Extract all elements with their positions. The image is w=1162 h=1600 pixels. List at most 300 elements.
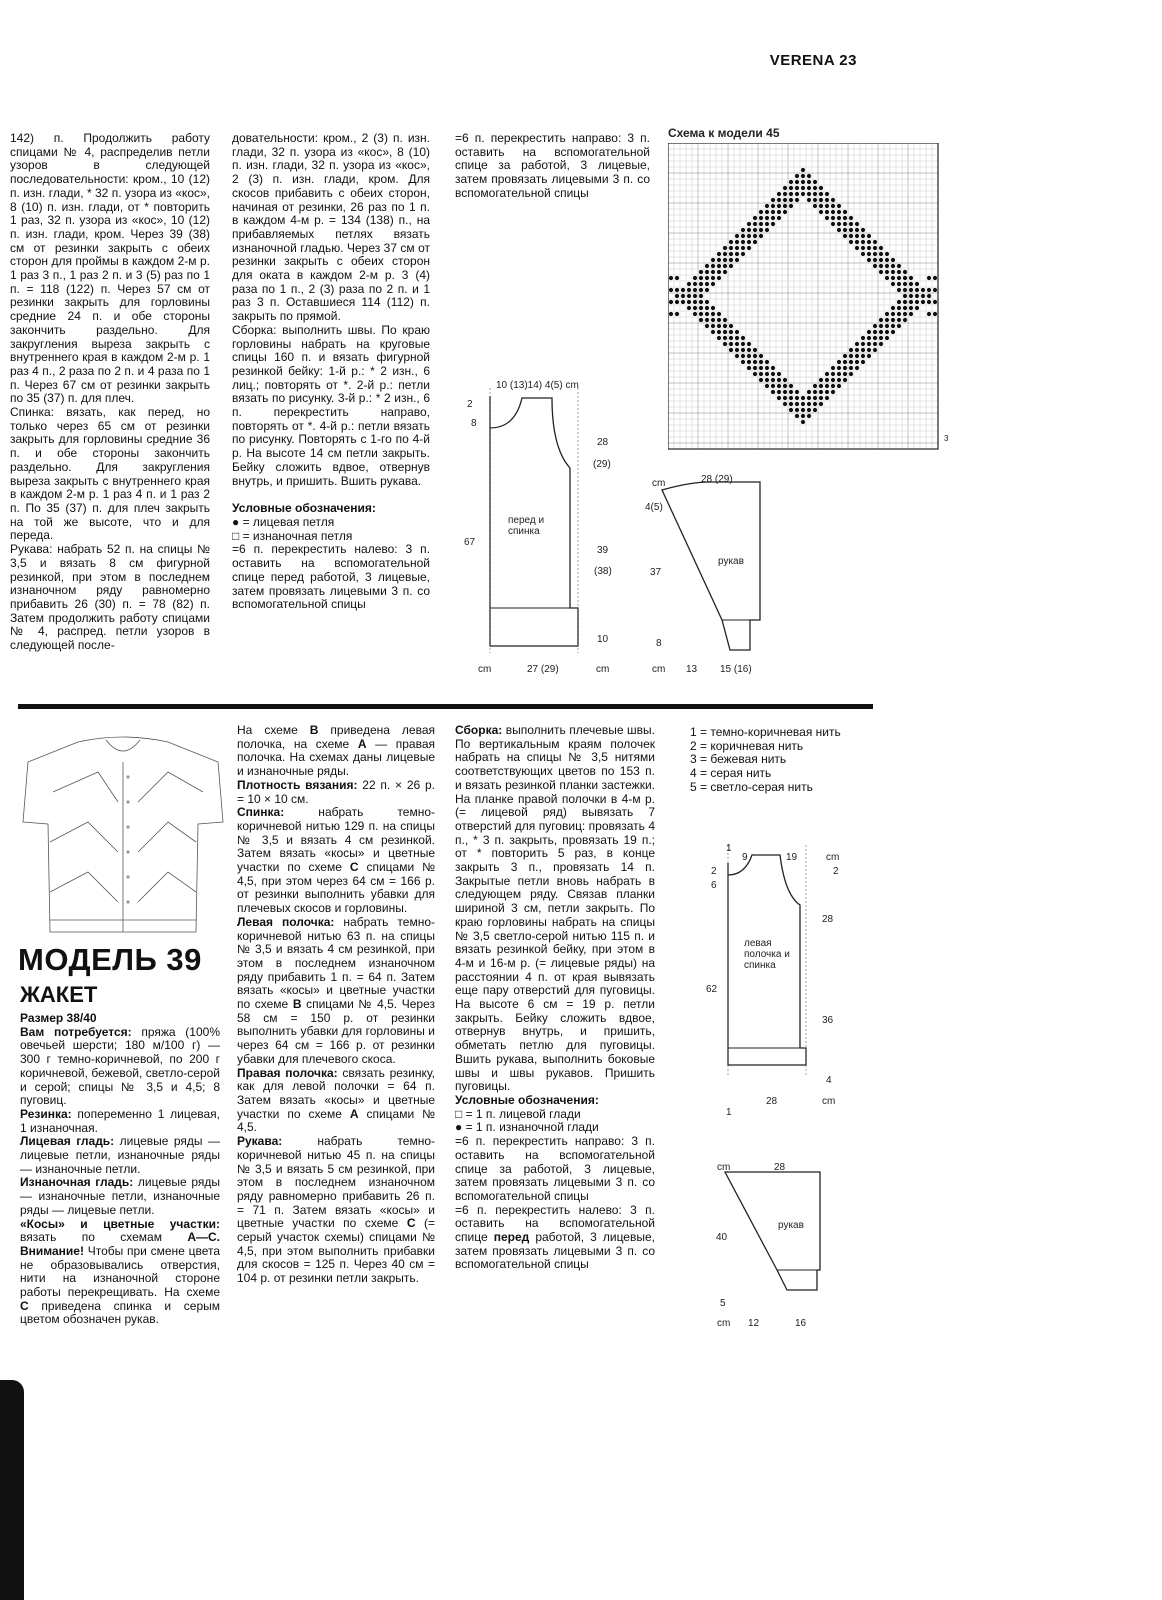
chart-stitch-dot bbox=[861, 234, 865, 238]
model39-column-3: Сборка: выполнить плечевые швы. По вертикальным краям полочек набрать на спицы № 3,5 нитями соответствующих цветов по 153 п. и вязать резинкой планки застежки. На планке правой полочки в 4-м р. (= лицевой ряд) вывязать 7 отверстий для пуговиц: провязать 4 п., * 3 п. закрыть, провязать 19 п.; от * повторить 5 раз, в конце закрыть 3 п., провязать 14 п. Закрытые петли вновь набрать в следующем ряду. Связав планки шириной 3 см, петли закрыть. По краю горловины набрать на спицы № 3,5 светло-серой нитью 115 п. и вязать резинкой бейку, при этом в 4-м и 16-м р. (= лицевые ряды) на расстоянии 4 п. от края вывязать еще пару отверстий для пуговицы. На высоте 6 см = 19 р. петли закрыть. Бейку сложить вдвое, отвернув внутрь, и пришить, обметать петлю для пуговицы. Вшить рукава, выполнить боковые швы и швы рукавов. Пришить пуговицы. Условные обозначения: □ = 1 п. лицевой глади ● = 1 п. изнаночной глади =6 п. перекрестить направо: 3 п. оставить на вспомогательной спице за работой, 3 лицевые, затем провязать лицевыми 3 п. со вспомогательной спицы =6 п. перекрестить налево: 3 п. оставить на вспомогательной спице перед работой, 3 лицевые, затем провязать лицевыми 3 п. со вспомогательной спицы bbox=[455, 723, 655, 1272]
chart-stitch-dot bbox=[861, 240, 865, 244]
chart-stitch-dot bbox=[825, 198, 829, 202]
chart-stitch-dot bbox=[783, 186, 787, 190]
chart-stitch-dot bbox=[825, 192, 829, 196]
model-subtitle: ЖАКЕТ bbox=[20, 982, 98, 1007]
chart-stitch-dot bbox=[819, 210, 823, 214]
chart-stitch-dot bbox=[789, 198, 793, 202]
chart-stitch-dot bbox=[771, 372, 775, 376]
text-paragraph: =6 п. перекрестить направо: 3 п. оставить на вспомогательной спице за работой, 3 лицевые, затем провязать лицевыми 3 п. со вспомогательной спицы bbox=[455, 131, 650, 200]
chart-stitch-dot bbox=[783, 192, 787, 196]
chart-stitch-dot bbox=[867, 342, 871, 346]
chart-stitch-dot bbox=[861, 360, 865, 364]
chart-stitch-dot bbox=[885, 318, 889, 322]
chart-stitch-dot bbox=[909, 300, 913, 304]
chart-stitch-dot bbox=[903, 318, 907, 322]
chart-stitch-dot bbox=[747, 354, 751, 358]
chart-stitch-dot bbox=[801, 180, 805, 184]
chart-stitch-dot bbox=[777, 192, 781, 196]
chart-stitch-dot bbox=[783, 198, 787, 202]
chart-stitch-dot bbox=[837, 378, 841, 382]
dim-label: 8 bbox=[656, 638, 662, 649]
chart-stitch-dot bbox=[747, 234, 751, 238]
chart-stitch-dot bbox=[927, 300, 931, 304]
sleeve-schematic bbox=[650, 470, 780, 670]
chart-stitch-dot bbox=[705, 270, 709, 274]
chart-stitch-dot bbox=[813, 402, 817, 406]
chart-stitch-dot bbox=[849, 216, 853, 220]
chart-stitch-dot bbox=[705, 282, 709, 286]
chart-stitch-dot bbox=[765, 222, 769, 226]
chart-stitch-dot bbox=[825, 210, 829, 214]
chart-stitch-dot bbox=[831, 390, 835, 394]
chart-stitch-dot bbox=[699, 318, 703, 322]
chart-stitch-dot bbox=[849, 240, 853, 244]
dim-label: 67 bbox=[464, 537, 476, 548]
section-divider bbox=[18, 704, 873, 709]
chart-stitch-dot bbox=[723, 264, 727, 268]
chart-stitch-dot bbox=[699, 288, 703, 292]
dim-label: cm bbox=[826, 852, 840, 863]
chart-stitch-dot bbox=[861, 336, 865, 340]
dim-label: 16 bbox=[795, 1318, 807, 1329]
chart-stitch-dot bbox=[723, 270, 727, 274]
chart-stitch-dot bbox=[921, 300, 925, 304]
chart-stitch-dot bbox=[837, 222, 841, 226]
chart-stitch-dot bbox=[891, 282, 895, 286]
chart-stitch-dot bbox=[771, 222, 775, 226]
piece-label: рукав bbox=[718, 556, 744, 567]
chart-stitch-dot bbox=[717, 252, 721, 256]
chart-stitch-dot bbox=[831, 222, 835, 226]
chart-stitch-dot bbox=[891, 330, 895, 334]
chart-stitch-dot bbox=[855, 354, 859, 358]
chart-stitch-dot bbox=[843, 366, 847, 370]
chart-stitch-dot bbox=[705, 264, 709, 268]
chart-stitch-dot bbox=[801, 192, 805, 196]
chart-stitch-dot bbox=[705, 300, 709, 304]
chart-stitch-dot bbox=[717, 318, 721, 322]
chart-stitch-dot bbox=[747, 228, 751, 232]
chart-stitch-dot bbox=[693, 282, 697, 286]
chart-stitch-dot bbox=[813, 186, 817, 190]
dim-label: 40 bbox=[716, 1232, 728, 1243]
dim-label: 37 bbox=[650, 567, 662, 578]
chart-stitch-dot bbox=[873, 246, 877, 250]
piece-label: левая полочка и спинка bbox=[744, 938, 790, 971]
dim-label: 2 bbox=[467, 399, 473, 410]
chart-stitch-dot bbox=[759, 366, 763, 370]
dim-label: cm bbox=[596, 664, 610, 675]
chart-stitch-dot bbox=[861, 342, 865, 346]
chart-stitch-dot bbox=[927, 276, 931, 280]
chart-stitch-dot bbox=[861, 252, 865, 256]
chart-stitch-dot bbox=[873, 336, 877, 340]
chart-stitch-dot bbox=[849, 372, 853, 376]
chart-stitch-dot bbox=[909, 294, 913, 298]
chart-stitch-dot bbox=[855, 240, 859, 244]
chart-stitch-dot bbox=[819, 186, 823, 190]
chart-stitch-dot bbox=[729, 246, 733, 250]
color-legend-item: 5 = светло-серая нить bbox=[690, 779, 813, 794]
page-header: VERENA 23 bbox=[769, 52, 857, 69]
chart-stitch-dot bbox=[837, 216, 841, 220]
chart-stitch-dot bbox=[783, 390, 787, 394]
scan-edge bbox=[0, 1380, 24, 1600]
chart-stitch-dot bbox=[765, 216, 769, 220]
chart-stitch-dot bbox=[693, 306, 697, 310]
chart-stitch-dot bbox=[765, 210, 769, 214]
text-paragraph: довательности: кром., 2 (3) п. изн. глади, 32 п. узора из «кос», 8 (10) п. изн. глади, 32 п. узора из «кос», 2 (3) п. изн. глади, кром. Для скосов прибавить с обеих сторон, начиная от резинки, 26 раз по 1 п. в каждом 4-м р. = 134 (138) п., на прибавляемых петлях вязать изнаночной гладью. Через 37 см от резинки закрыть с обеих сторон для оката в каждом 2-м р. 3 (4) раза по 1 п., 2 (3) раза по 2 п. и 1 раз 3 п. Оставшиеся 114 (112) п. закрыть по прямой. bbox=[232, 131, 430, 324]
chart-stitch-dot bbox=[741, 354, 745, 358]
chart-stitch-dot bbox=[741, 246, 745, 250]
chart-stitch-dot bbox=[723, 318, 727, 322]
chart-stitch-dot bbox=[687, 300, 691, 304]
chart-stitch-dot bbox=[675, 276, 679, 280]
chart-stitch-dot bbox=[819, 378, 823, 382]
chart-stitch-dot bbox=[807, 186, 811, 190]
chart-stitch-dot bbox=[891, 318, 895, 322]
chart-stitch-dot bbox=[801, 396, 805, 400]
chart-stitch-dot bbox=[729, 336, 733, 340]
chart-stitch-dot bbox=[879, 330, 883, 334]
chart-stitch-dot bbox=[741, 240, 745, 244]
chart-stitch-dot bbox=[897, 276, 901, 280]
chart-stitch-dot bbox=[933, 300, 937, 304]
chart-stitch-dot bbox=[879, 252, 883, 256]
chart-stitch-dot bbox=[693, 276, 697, 280]
chart-stitch-dot bbox=[837, 384, 841, 388]
chart-stitch-dot bbox=[885, 270, 889, 274]
dim-label: 9 bbox=[742, 852, 748, 863]
chart-stitch-dot bbox=[759, 378, 763, 382]
chart-stitch-dot bbox=[789, 390, 793, 394]
chart-stitch-dot bbox=[753, 240, 757, 244]
chart-stitch-dot bbox=[705, 276, 709, 280]
chart-stitch-dot bbox=[849, 360, 853, 364]
chart-stitch-dot bbox=[729, 330, 733, 334]
chart-stitch-dot bbox=[723, 336, 727, 340]
chart-stitch-dot bbox=[909, 306, 913, 310]
chart-stitch-dot bbox=[753, 228, 757, 232]
chart-stitch-dot bbox=[705, 324, 709, 328]
color-legend-item: 1 = темно-коричневая нить bbox=[690, 725, 841, 739]
chart-stitch-dot bbox=[921, 294, 925, 298]
chart-stitch-dot bbox=[729, 342, 733, 346]
chart-stitch-dot bbox=[729, 324, 733, 328]
chart-stitch-dot bbox=[933, 312, 937, 316]
chart-stitch-dot bbox=[831, 216, 835, 220]
chart-stitch-dot bbox=[831, 372, 835, 376]
chart-stitch-dot bbox=[777, 204, 781, 208]
chart-stitch-dot bbox=[861, 354, 865, 358]
chart-stitch-dot bbox=[885, 312, 889, 316]
chart-stitch-dot bbox=[873, 348, 877, 352]
chart-stitch-dot bbox=[837, 228, 841, 232]
chart-stitch-dot bbox=[819, 204, 823, 208]
dim-label: 28 bbox=[774, 1162, 786, 1173]
chart-stitch-dot bbox=[903, 294, 907, 298]
legend-item: ● = лицевая петля bbox=[232, 514, 335, 529]
color-legend bbox=[690, 726, 890, 795]
chart-stitch-dot bbox=[735, 330, 739, 334]
chart-stitch-dot bbox=[753, 222, 757, 226]
chart-stitch-dot bbox=[843, 228, 847, 232]
chart-stitch-dot bbox=[819, 198, 823, 202]
legend-item: =6 п. перекрестить налево: 3 п. оставить на вспомогательной спице перед работой, 3 лицевые, затем провязать лицевыми 3 п. со вспомогательной спицы bbox=[232, 542, 430, 612]
chart-stitch-dot bbox=[915, 306, 919, 310]
chart-stitch-dot bbox=[801, 402, 805, 406]
dim-label: 13 bbox=[686, 664, 698, 675]
dim-label: 6 bbox=[711, 880, 717, 891]
chart-stitch-dot bbox=[915, 294, 919, 298]
chart-stitch-dot bbox=[807, 408, 811, 412]
chart-stitch-dot bbox=[807, 414, 811, 418]
chart-stitch-dot bbox=[765, 366, 769, 370]
chart-stitch-dot bbox=[771, 216, 775, 220]
dim-label: 19 bbox=[786, 852, 798, 863]
chart-stitch-dot bbox=[735, 342, 739, 346]
chart-stitch-dot bbox=[681, 294, 685, 298]
chart-stitch-dot bbox=[867, 354, 871, 358]
chart-stitch-dot bbox=[741, 234, 745, 238]
chart-stitch-dot bbox=[873, 264, 877, 268]
chart-stitch-dot bbox=[921, 288, 925, 292]
chart-stitch-dot bbox=[735, 354, 739, 358]
chart-stitch-dot bbox=[861, 246, 865, 250]
chart-stitch-dot bbox=[711, 318, 715, 322]
chart-stitch-dot bbox=[723, 258, 727, 262]
chart-stitch-dot bbox=[867, 258, 871, 262]
chart-stitch-dot bbox=[789, 204, 793, 208]
chart-stitch-dot bbox=[669, 300, 673, 304]
chart-stitch-dot bbox=[699, 270, 703, 274]
chart-stitch-dot bbox=[777, 372, 781, 376]
legend-item: □ = изнаночная петля bbox=[232, 528, 353, 543]
chart-stitch-dot bbox=[681, 288, 685, 292]
chart-stitch-dot bbox=[843, 372, 847, 376]
chart-stitch-dot bbox=[741, 228, 745, 232]
color-legend-item: 3 = бежевая нить bbox=[690, 752, 787, 767]
chart-stitch-dot bbox=[717, 276, 721, 280]
chart-stitch-dot bbox=[783, 210, 787, 214]
chart-stitch-dot bbox=[765, 378, 769, 382]
chart-stitch-dot bbox=[855, 342, 859, 346]
chart-stitch-dot bbox=[915, 288, 919, 292]
chart-stitch-dot bbox=[891, 306, 895, 310]
knitting-chart bbox=[668, 143, 949, 455]
chart-stitch-dot bbox=[711, 264, 715, 268]
dim-label: 2 bbox=[833, 866, 839, 877]
chart-stitch-dot bbox=[753, 372, 757, 376]
chart-stitch-dot bbox=[783, 378, 787, 382]
chart-stitch-dot bbox=[789, 408, 793, 412]
chart-stitch-dot bbox=[927, 294, 931, 298]
chart-stitch-dot bbox=[879, 270, 883, 274]
dim-label: cm bbox=[652, 664, 666, 675]
dim-label: 15 (16) bbox=[720, 664, 752, 675]
chart-stitch-dot bbox=[933, 288, 937, 292]
chart-stitch-dot bbox=[855, 234, 859, 238]
chart-stitch-dot bbox=[795, 186, 799, 190]
chart-stitch-dot bbox=[873, 330, 877, 334]
chart-stitch-dot bbox=[825, 390, 829, 394]
chart-stitch-dot bbox=[879, 258, 883, 262]
chart-stitch-dot bbox=[783, 384, 787, 388]
chart-stitch-dot bbox=[849, 234, 853, 238]
chart-stitch-dot bbox=[735, 252, 739, 256]
chart-stitch-dot bbox=[783, 402, 787, 406]
chart-stitch-dot bbox=[675, 300, 679, 304]
chart-stitch-dot bbox=[825, 204, 829, 208]
chart-stitch-dot bbox=[759, 360, 763, 364]
chart-stitch-dot bbox=[867, 246, 871, 250]
chart-stitch-dot bbox=[825, 372, 829, 376]
chart-stitch-dot bbox=[801, 186, 805, 190]
chart-stitch-dot bbox=[777, 210, 781, 214]
chart-stitch-dot bbox=[789, 192, 793, 196]
chart-stitch-dot bbox=[909, 276, 913, 280]
chart-stitch-dot bbox=[765, 228, 769, 232]
text-paragraph: Спинка: вязать, как перед, но только через 65 см от резинки закрыть для горловины средние 36 п. и обе стороны закончить раздельно. Для закругления выреза закрыть с внутреннего края в каждом 2-м р. 1 раз 4 п. и 1 раз 2 п. По 35 (37) п. для плеч закрыть на той же высоте, что и для переда. bbox=[10, 405, 210, 543]
chart-stitch-dot bbox=[729, 348, 733, 352]
chart-stitch-dot bbox=[693, 294, 697, 298]
chart-stitch-dot bbox=[801, 174, 805, 178]
chart-stitch-dot bbox=[795, 198, 799, 202]
chart-stitch-dot bbox=[837, 366, 841, 370]
chart-stitch-dot bbox=[861, 348, 865, 352]
chart-stitch-dot bbox=[867, 234, 871, 238]
chart-stitch-dot bbox=[789, 402, 793, 406]
chart-stitch-dot bbox=[879, 336, 883, 340]
chart-stitch-dot bbox=[723, 246, 727, 250]
chart-stitch-dot bbox=[783, 204, 787, 208]
chart-stitch-dot bbox=[741, 342, 745, 346]
chart-stitch-dot bbox=[771, 384, 775, 388]
chart-stitch-dot bbox=[747, 366, 751, 370]
text-paragraph: Сборка: выполнить швы. По краю горловины набрать на круговые спицы 160 п. и вязать фигурной резинкой бейку: 1-й р.: * 2 изн., 6 лиц.; повторять от *. 2-й р.: петли вязать по рисунку. 3-й р.: * 2 изн., 6 п. перекрестить направо, повторять от *. 4-й р.: петли вязать по рисунку. Повторять с 1-го по 4-й р. На высоте 14 см петли закрыть. Бейку сложить вдвое, отвернув внутрь, и пришить. Вшить рукава. bbox=[232, 322, 430, 488]
chart-stitch-dot bbox=[885, 324, 889, 328]
legend-title: Условные обозначения: bbox=[232, 501, 376, 516]
chart-stitch-dot bbox=[771, 378, 775, 382]
chart-stitch-dot bbox=[891, 264, 895, 268]
chart-stitch-dot bbox=[795, 408, 799, 412]
chart-stitch-dot bbox=[795, 414, 799, 418]
chart-stitch-dot bbox=[753, 360, 757, 364]
chart-stitch-dot bbox=[747, 246, 751, 250]
chart-stitch-dot bbox=[837, 210, 841, 214]
chart-stitch-dot bbox=[831, 366, 835, 370]
chart-stitch-dot bbox=[795, 390, 799, 394]
chart-stitch-dot bbox=[879, 318, 883, 322]
dim-label: 62 bbox=[706, 984, 718, 995]
dim-label: cm bbox=[717, 1318, 731, 1329]
chart-stitch-dot bbox=[723, 330, 727, 334]
chart-stitch-dot bbox=[735, 336, 739, 340]
chart-stitch-dot bbox=[897, 288, 901, 292]
chart-stitch-dot bbox=[915, 300, 919, 304]
chart-stitch-dot bbox=[759, 216, 763, 220]
chart-stitch-dot bbox=[891, 312, 895, 316]
chart-stitch-dot bbox=[675, 288, 679, 292]
chart-stitch-dot bbox=[687, 306, 691, 310]
chart-stitch-dot bbox=[813, 198, 817, 202]
chart-stitch-dot bbox=[903, 312, 907, 316]
chart-stitch-dot bbox=[693, 312, 697, 316]
chart-stitch-dot bbox=[717, 330, 721, 334]
chart-stitch-dot bbox=[735, 246, 739, 250]
chart-stitch-dot bbox=[759, 228, 763, 232]
chart-stitch-dot bbox=[705, 318, 709, 322]
chart-stitch-dot bbox=[843, 360, 847, 364]
model45-column-1 bbox=[10, 132, 210, 653]
chart-stitch-dot bbox=[807, 198, 811, 202]
chart-stitch-dot bbox=[687, 282, 691, 286]
chart-stitch-dot bbox=[897, 312, 901, 316]
chart-stitch-dot bbox=[897, 318, 901, 322]
chart-stitch-dot bbox=[795, 180, 799, 184]
chart-stitch-dot bbox=[849, 354, 853, 358]
chart-stitch-dot bbox=[765, 360, 769, 364]
model45-column-3 bbox=[455, 132, 650, 201]
chart-stitch-dot bbox=[927, 312, 931, 316]
chart-stitch-dot bbox=[789, 180, 793, 184]
chart-stitch-dot bbox=[777, 198, 781, 202]
chart-stitch-dot bbox=[873, 240, 877, 244]
chart-stitch-dot bbox=[717, 312, 721, 316]
piece-label: рукав bbox=[778, 1220, 804, 1231]
chart-stitch-dot bbox=[903, 300, 907, 304]
chart-stitch-dot bbox=[741, 252, 745, 256]
chart-stitch-dot bbox=[825, 378, 829, 382]
dim-label: (29) bbox=[593, 459, 611, 470]
chart-stitch-dot bbox=[795, 192, 799, 196]
chart-corner-label: 3 bbox=[944, 434, 949, 443]
chart-stitch-dot bbox=[711, 306, 715, 310]
chart-stitch-dot bbox=[729, 258, 733, 262]
chart-stitch-dot bbox=[801, 420, 805, 424]
chart-stitch-dot bbox=[801, 414, 805, 418]
dim-label: 27 (29) bbox=[527, 664, 559, 675]
chart-stitch-dot bbox=[831, 204, 835, 208]
chart-stitch-dot bbox=[855, 360, 859, 364]
chart-stitch-dot bbox=[777, 216, 781, 220]
chart-stitch-dot bbox=[837, 204, 841, 208]
dim-label: 4(5) bbox=[645, 502, 663, 513]
chart-stitch-dot bbox=[831, 198, 835, 202]
chart-stitch-dot bbox=[897, 264, 901, 268]
chart-stitch-dot bbox=[849, 228, 853, 232]
chart-stitch-dot bbox=[807, 390, 811, 394]
chart-stitch-dot bbox=[747, 240, 751, 244]
chart-stitch-dot bbox=[699, 282, 703, 286]
chart-stitch-dot bbox=[825, 384, 829, 388]
chart-stitch-dot bbox=[909, 282, 913, 286]
chart-stitch-dot bbox=[867, 336, 871, 340]
chart-stitch-dot bbox=[717, 270, 721, 274]
chart-stitch-dot bbox=[711, 282, 715, 286]
chart-stitch-dot bbox=[693, 288, 697, 292]
chart-stitch-dot bbox=[777, 378, 781, 382]
chart-stitch-dot bbox=[891, 276, 895, 280]
chart-stitch-dot bbox=[747, 342, 751, 346]
dim-label: 10 bbox=[597, 634, 609, 645]
chart-stitch-dot bbox=[849, 348, 853, 352]
chart-stitch-dot bbox=[897, 300, 901, 304]
chart-stitch-dot bbox=[879, 246, 883, 250]
chart-stitch-dot bbox=[903, 282, 907, 286]
chart-stitch-dot bbox=[711, 258, 715, 262]
